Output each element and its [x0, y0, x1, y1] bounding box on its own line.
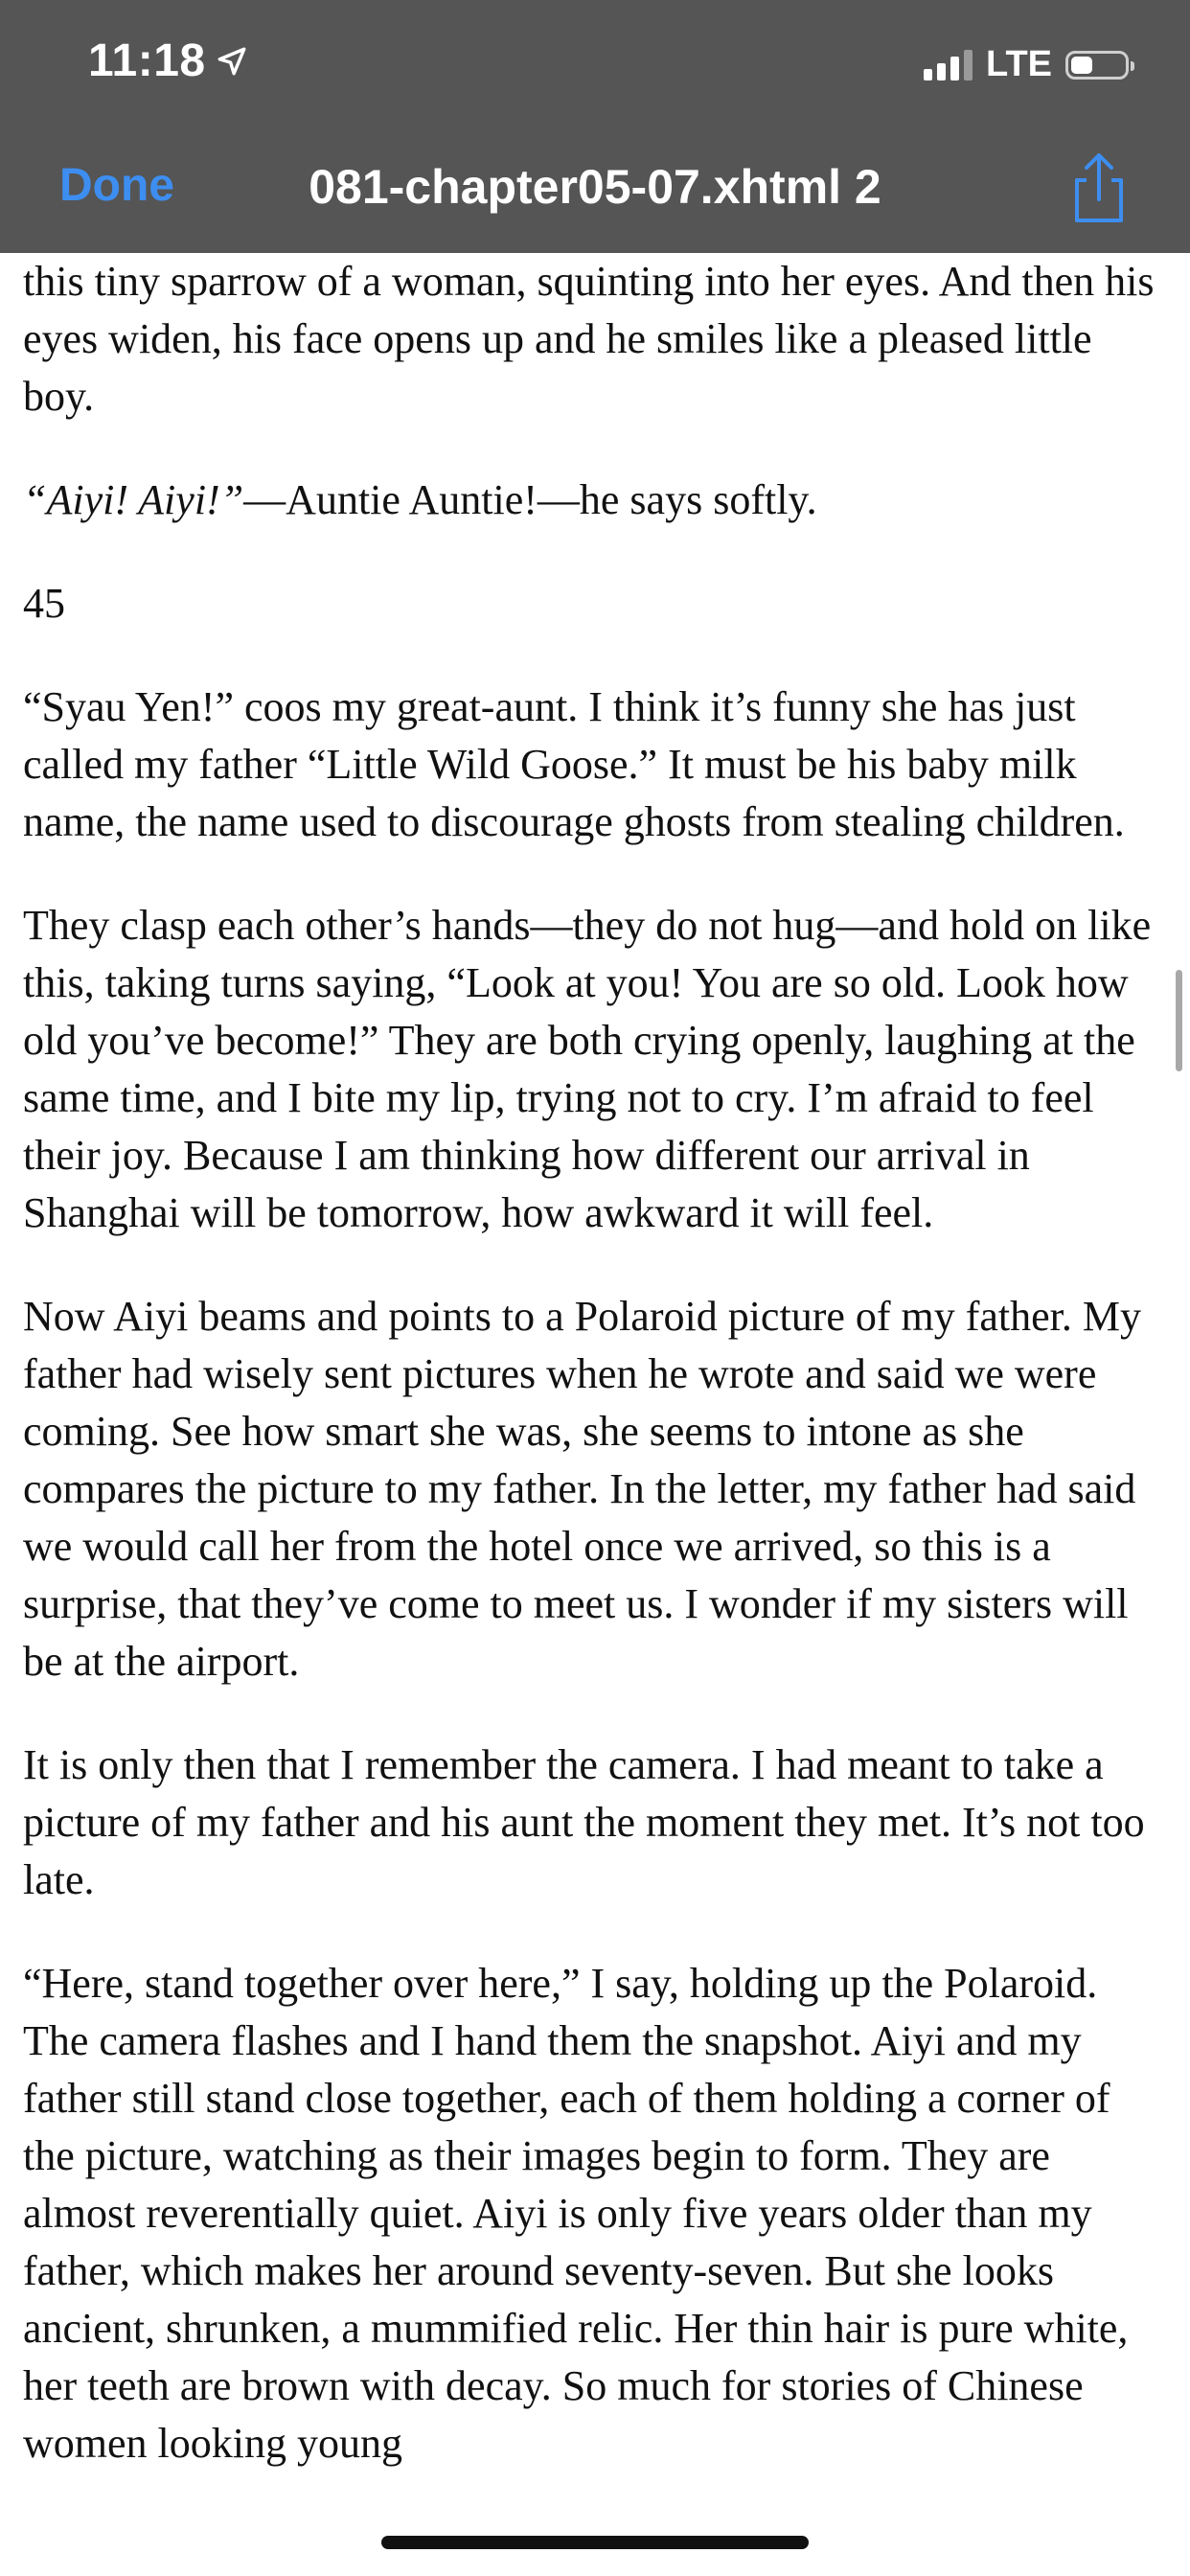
share-icon — [1065, 151, 1133, 224]
scrollbar[interactable] — [1176, 970, 1182, 1071]
paragraph: They clasp each other’s hands—they do not hug—and hold on like this, taking turns saying, “Look at you! You are so old. Look how old you’ve become!” They are both crying openly, laughing at the same time, and I bite my lip, trying not to cry. I’m afraid to feel their joy. Because I am thinking how different our arrival in Shanghai will be tomorrow, how awkward it will feel. — [23, 902, 1152, 1236]
status-time — [88, 34, 248, 87]
paragraph: this tiny sparrow of a woman, squinting into her eyes. And then his eyes widen, his face opens up and he smiles like a pleased little boy. — [23, 258, 1155, 420]
home-indicator[interactable] — [381, 2536, 809, 2549]
document-title: 081-chapter05-07.xhtml 2 — [309, 160, 881, 214]
network-label: LTE — [986, 44, 1052, 84]
navigation-bar — [0, 0, 1190, 253]
share-button[interactable] — [1065, 151, 1133, 224]
paragraph: “Syau Yen!” coos my great-aunt. I think it’s funny she has just called my father “Little Wild Goose.” It must be his baby milk name, the name used to discourage ghosts from stealing children. — [23, 683, 1125, 845]
done-button[interactable]: Done — [59, 160, 174, 211]
location-arrow-icon — [216, 45, 248, 78]
paragraph-text: —Auntie Auntie!—he says softly. — [243, 476, 817, 523]
paragraph — [23, 472, 1163, 529]
italic-quote: “Aiyi! Aiyi!” — [23, 476, 244, 523]
cellular-signal-icon — [924, 50, 973, 80]
paragraph: “Here, stand together over here,” I say, holding up the Polaroid. The camera flashes and I hand them the snapshot. Aiyi and my father still stand close together, each of them holding a corner of the picture, watching as their images begin to form. They are almost reverentially quiet. Aiyi is only five years older than my father, which makes her around seventy-seven. But she looks ancient, shrunken, a mummified relic. Her thin hair is pure white, her teeth are brown with decay. So much for stories of Chinese women looking young — [23, 1960, 1129, 2467]
battery-icon — [1065, 51, 1129, 80]
status-indicators — [924, 44, 1129, 85]
reader-content — [23, 253, 1163, 2518]
status-time-text: 11:18 — [88, 35, 206, 86]
page-number: 45 — [23, 580, 65, 627]
paragraph: It is only then that I remember the camera. I had meant to take a picture of my father and his aunt the moment they met. It’s not too late. — [23, 1741, 1145, 1903]
paragraph: Now Aiyi beams and points to a Polaroid picture of my father. My father had wisely sent pictures when he wrote and said we were coming. See how smart she was, she seems to intone as she compares the picture to my father. In the letter, my father had said we would call her from the hotel once we arrived, so this is a surprise, that they’ve come to meet us. I wonder if my sisters will be at the airport. — [23, 1293, 1142, 1685]
